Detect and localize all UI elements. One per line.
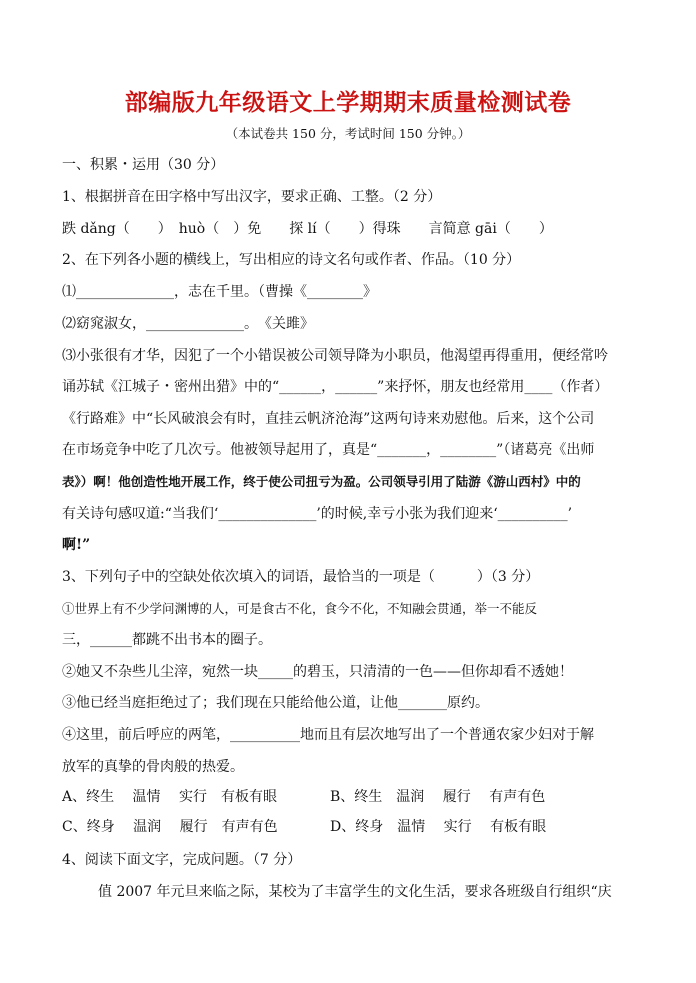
question-2-item-2: ⑵窈窕淑女，______________。 《关雎》: [62, 316, 314, 332]
question-1: 1、根据拼音在田字格中写出汉字，要求正确、工整。（2 分）: [62, 189, 442, 205]
exam-info: （本试卷共 150 分，考试时间 150 分钟。）: [225, 126, 471, 141]
reading-passage: 值 2007 年元旦来临之际，某校为了丰富学生的文化生活，要求各班级自行组织“庆: [98, 884, 612, 900]
question-2-item-3: ⑶小张很有才华，因犯了一个小错误被公司领导降为小职员，他渴望再得重用，便经常吟: [62, 348, 608, 364]
paragraph-line: 《行路难》中“长风破浪会有时，直挂云帆济沧海”这两句诗来劝慰他。后来，这个公司: [62, 411, 595, 427]
option-c: C、终身 温润 履行 有声有色: [62, 819, 278, 835]
option-d: D、终身 温情 实行 有板有眼: [330, 819, 547, 835]
sentence-1-cont: 三，______都跳不出书本的圈子。: [62, 632, 272, 648]
sentence-4-cont: 放军的真挚的骨肉般的热爱。: [62, 759, 244, 775]
paragraph-line: 在市场竞争中吃了几次亏。他被领导起用了，真是“_______，________”（诸葛亮《出师: [62, 442, 595, 458]
option-a: A、终生 温情 实行 有板有眼: [62, 789, 278, 805]
option-b: B、终生 温润 履行 有声有色: [330, 789, 546, 805]
question-4: 4、阅读下面文字，完成问题。（7 分）: [62, 852, 302, 868]
paragraph-line: 啊!”: [62, 537, 91, 553]
section-heading-1: 一、积累・运用（30 分）: [62, 157, 225, 173]
sentence-1: ①世界上有不少学问渊博的人，可是食古不化，食今不化，不知融会贯通，举一不能反: [62, 601, 538, 616]
sentence-2: ②她又不杂些儿尘滓，宛然一块_____的碧玉，只清清的一色——但你却看不透她！: [62, 664, 573, 680]
pinyin-blanks: 跌 dǎng（ ） huò（ ）免 探 lí（ ）得珠 言简意 gāi（ ）: [62, 221, 553, 237]
question-2: 2、在下列各小题的横线上，写出相应的诗文名句或作者、作品。（10 分）: [62, 252, 521, 268]
paragraph-line: 诵苏轼《江城子・密州出猎》中的“______，______”来抒怀，朋友也经常用____（作者）: [62, 379, 609, 395]
paragraph-line: 表》）啊！他创造性地开展工作，终于使公司扭亏为盈。公司领导引用了陆游《游山西村》中的: [62, 474, 581, 489]
question-2-item-1: ⑴______________，志在千里。（曹操《________》: [62, 284, 377, 300]
question-3: 3、下列句子中的空缺处依次填入的词语，最恰当的一项是（ ）（3 分）: [62, 569, 540, 585]
sentence-4: ④这里，前后呼应的两笔，__________地而且有层次地写出了一个普通农家少妇对于解: [62, 727, 594, 743]
paragraph-line: 有关诗句感叹道:“当我们‘______________’的时候,幸亏小张为我们迎来‘__________’: [62, 506, 573, 522]
page-title: 部编版九年级语文上学期期末质量检测试卷: [124, 89, 572, 116]
sentence-3: ③他已经当庭拒绝过了；我们现在只能给他公道，让他_______原约。: [62, 695, 489, 711]
